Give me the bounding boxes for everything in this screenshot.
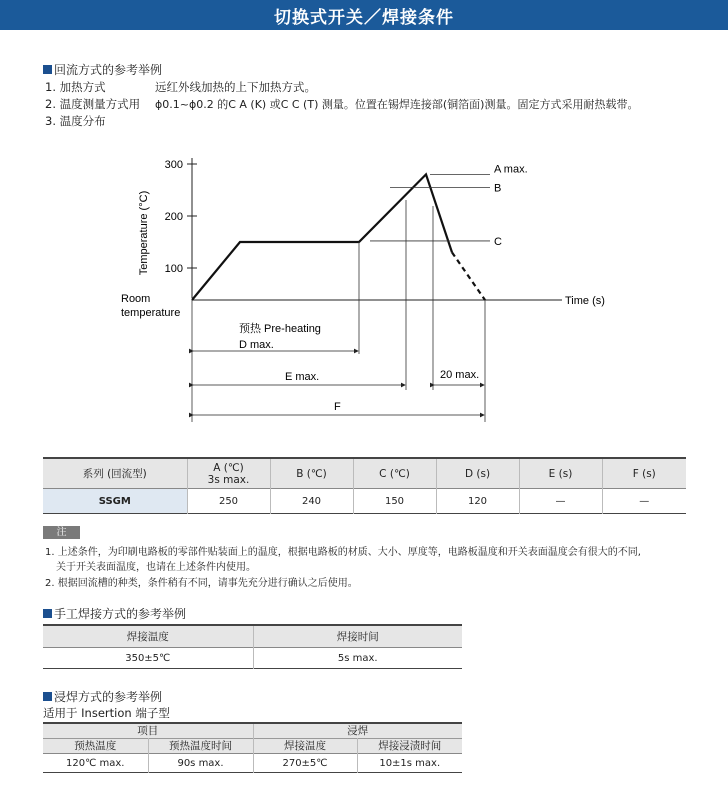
table-header-row [43, 625, 462, 648]
table-group-row [43, 723, 462, 739]
reflow-item-2-label: 2. 温度测量方式用 [45, 97, 141, 111]
twenty-max-label: 20 max. [440, 369, 480, 381]
room-label-2: temperature [121, 307, 181, 319]
preheat-label: 预热 Pre-heating [239, 323, 321, 335]
bullet-square-icon [43, 609, 52, 618]
note-badge: 注 [43, 526, 80, 539]
y-tick-label: 300 [164, 159, 183, 171]
cell-dip-time: 10±1s max. [357, 754, 462, 773]
table-header-row [43, 458, 686, 489]
reflow-conditions-table [43, 457, 686, 514]
note-line-3: 2. 根据回流槽的种类，条件稍有不同，请事先充分进行确认之后使用。 [45, 578, 358, 589]
reflow-item-2-text: ϕ0.1~ϕ0.2 的C A (K) 或C C (T) 测量。位置在锡焊连接部(铜箔面)测量。固定方式采用耐热载带。 [155, 98, 639, 111]
dip-section-title: 浸焊方式的参考举例 [43, 688, 162, 705]
dip-soldering-table [43, 722, 462, 773]
col-d: D (s) [436, 458, 519, 489]
table-header-row [43, 739, 462, 754]
bullet-square-icon [43, 692, 52, 701]
cell-f: — [602, 489, 686, 514]
y-tick-label: 200 [164, 211, 183, 223]
cell-a: 250 [187, 489, 270, 514]
a-max-label: A max. [494, 163, 528, 176]
col-dip-time: 焊接浸渍时间 [357, 739, 462, 754]
profile-cooling-line [452, 252, 485, 300]
cell-series: SSGM [43, 489, 187, 514]
manual-section-title: 手工焊接方式的参考举例 [43, 605, 186, 622]
col-a-label: A (℃) [213, 461, 244, 474]
col-c: C (℃) [353, 458, 436, 489]
c-label: C [494, 235, 502, 248]
room-label-1: Room [121, 293, 151, 305]
f-label: F [334, 401, 341, 413]
group-dip: 浸焊 [253, 723, 462, 739]
note-line-2: 关于开关表面温度，也请在上述条件内使用。 [56, 562, 256, 573]
col-solder-temp: 焊接温度 [43, 625, 253, 648]
reflow-item-1-text: 远红外线加热的上下加热方式。 [155, 80, 316, 94]
col-e: E (s) [519, 458, 602, 489]
page-header [0, 0, 728, 30]
x-axis-title: Time (s) [565, 295, 605, 307]
y-tick-label: 100 [164, 263, 183, 275]
reflow-section-title: 回流方式的参考举例 [43, 61, 162, 78]
d-max-label: D max. [239, 339, 274, 351]
b-label: B [494, 182, 502, 195]
reflow-item-3-label: 3. 温度分布 [45, 114, 106, 128]
profile-solid-line [192, 174, 452, 300]
e-max-label: E max. [285, 371, 320, 383]
manual-soldering-table [43, 624, 462, 669]
col-solder-temp: 焊接温度 [253, 739, 357, 754]
col-f: F (s) [602, 458, 686, 489]
cell-preheat-time: 90s max. [148, 754, 253, 773]
col-b: B (℃) [270, 458, 353, 489]
cell-b: 240 [270, 489, 353, 514]
temperature-profile-chart [0, 140, 728, 440]
cell-solder-time: 5s max. [253, 648, 462, 669]
y-axis-title: Temperature (°C) [138, 190, 150, 276]
col-solder-time: 焊接时间 [253, 625, 462, 648]
col-series: 系列 (回流型) [43, 458, 187, 489]
bullet-square-icon [43, 65, 52, 74]
cell-solder-temp: 270±5℃ [253, 754, 357, 773]
table-row [43, 754, 462, 773]
group-item: 项目 [43, 723, 253, 739]
table-row [43, 489, 686, 514]
dip-subtitle: 适用于 Insertion 端子型 [43, 706, 170, 720]
col-a [187, 458, 270, 489]
cell-c: 150 [353, 489, 436, 514]
page-title: 切换式开关／焊接条件 [274, 8, 454, 28]
col-a-sub: 3s max. [207, 473, 250, 486]
cell-d: 120 [436, 489, 519, 514]
cell-solder-temp: 350±5℃ [43, 648, 253, 669]
cell-preheat-temp: 120℃ max. [43, 754, 148, 773]
cell-e: — [519, 489, 602, 514]
note-line-1: 1. 上述条件，为印刷电路板的零部件贴装面上的温度，根据电路板的材质、大小、厚度等，电路板温度和开关表面温度会有很大的不同, [45, 547, 641, 558]
col-preheat-temp: 预热温度 [43, 739, 148, 754]
reflow-item-1-label: 1. 加热方式 [45, 80, 106, 94]
table-row [43, 648, 462, 669]
col-preheat-time: 预热温度时间 [148, 739, 253, 754]
